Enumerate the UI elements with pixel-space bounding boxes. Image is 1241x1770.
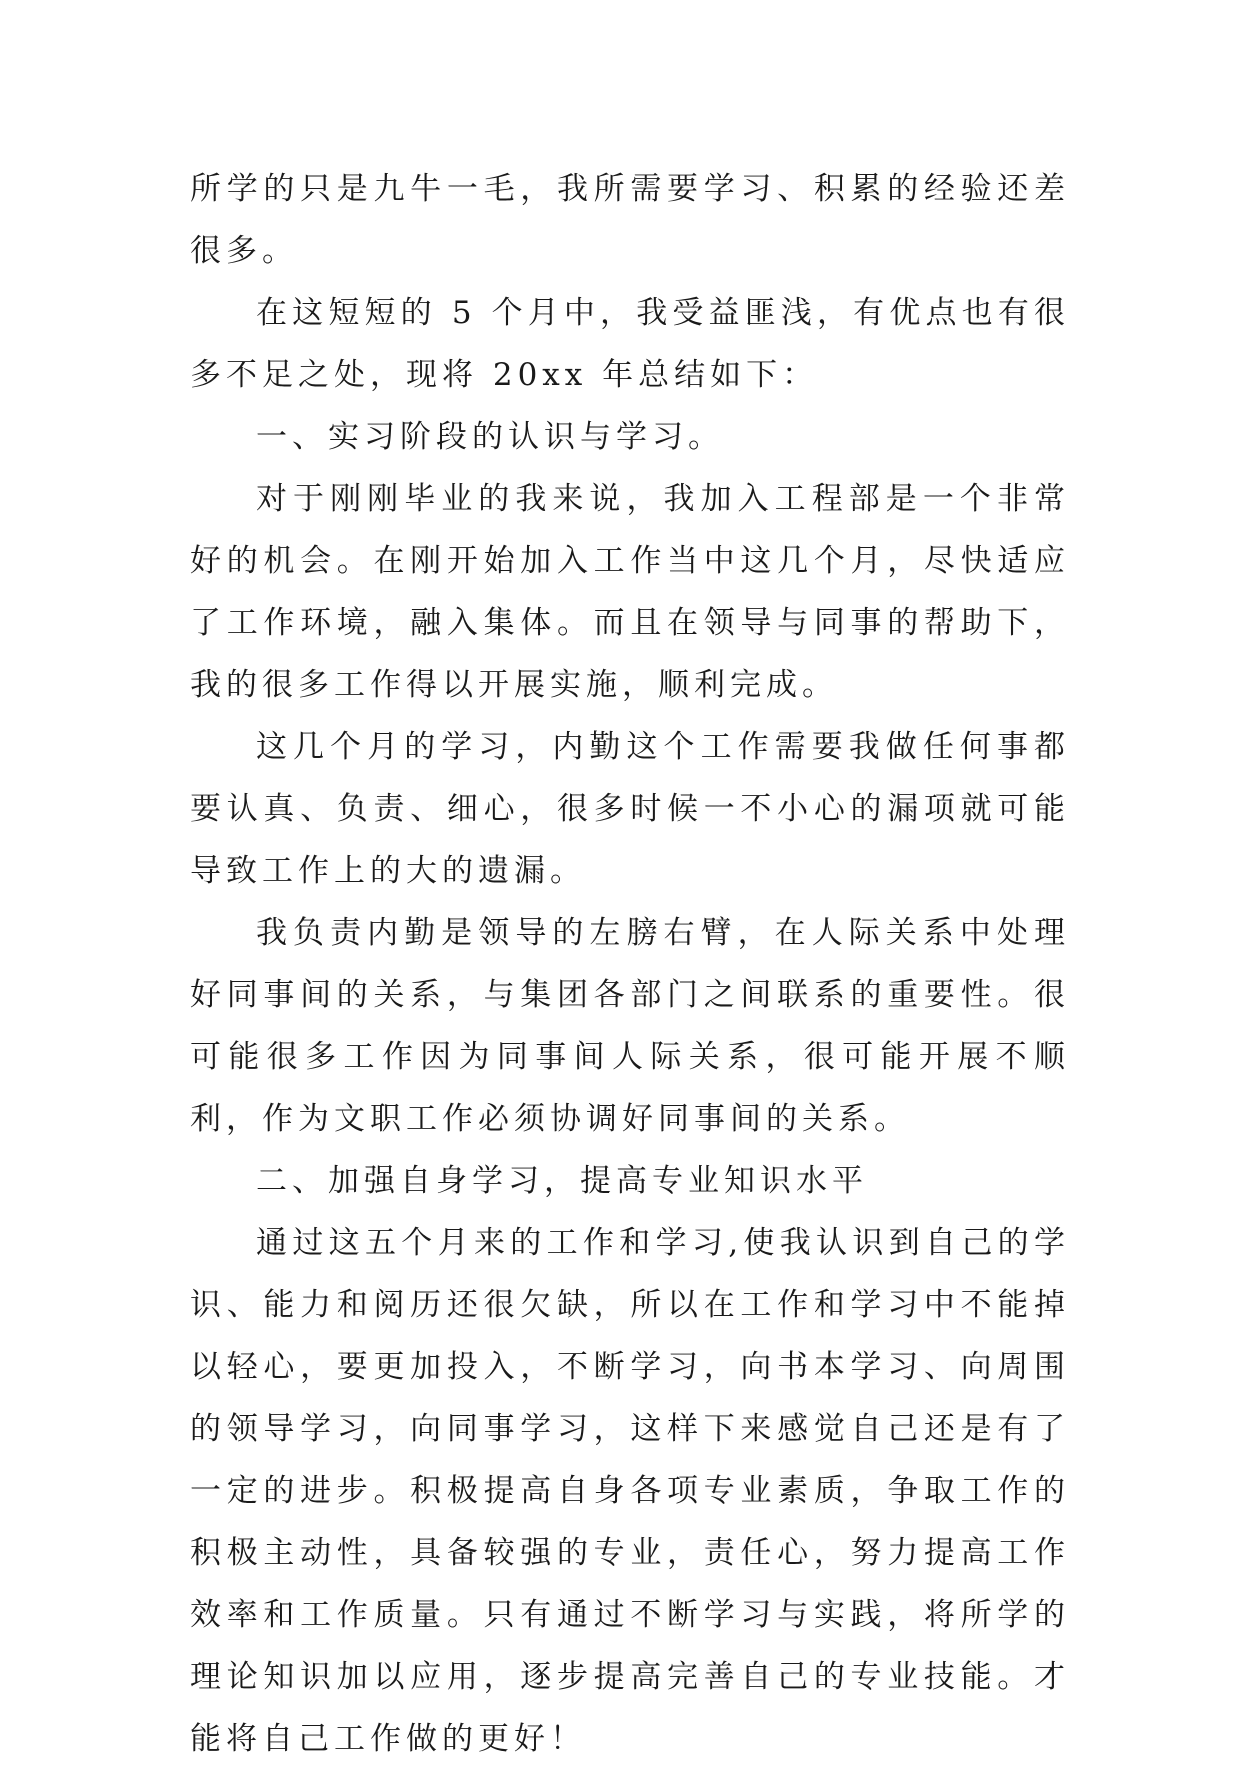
document-body <box>190 158 1070 1770</box>
paragraph-1: 所学的只是九牛一毛，我所需要学习、积累的经验还差很多。 <box>190 171 1070 269</box>
paragraph-2: 在这短短的 5 个月中，我受益匪浅，有优点也有很多不足之处，现将 20xx 年总结如下： <box>190 295 1070 393</box>
paragraph-4: 这几个月的学习，内勤这个工作需要我做任何事都要认真、负责、细心，很多时候一不小心的漏项就可能导致工作上的大的遗漏。 <box>190 729 1070 889</box>
section-heading-2: 二、加强自身学习，提高专业知识水平 <box>256 1163 868 1199</box>
paragraph-3: 对于刚刚毕业的我来说，我加入工程部是一个非常好的机会。在刚开始加入工作当中这几个月，尽快适应了工作环境，融入集体。而且在领导与同事的帮助下，我的很多工作得以开展实施，顺利完成。 <box>190 481 1070 703</box>
paragraph-6: 通过这五个月来的工作和学习,使我认识到自己的学识、能力和阅历还很欠缺，所以在工作和学习中不能掉以轻心，要更加投入，不断学习，向书本学习、向周围的领导学习，向同事学习，这样下来感觉自己还是有了一定的进步。积极提高自身各项专业素质，争取工作的积极主动性，具备较强的专业，责任心，努力提高工作效率和工作质量。只有通过不断学习与实践，将所学的理论知识加以应用，逐步提高完善自己的专业技能。才能将自己工作做的更好！ <box>190 1225 1070 1757</box>
section-heading-1: 一、实习阶段的认识与学习。 <box>256 419 724 455</box>
paragraph-5: 我负责内勤是领导的左膀右臂，在人际关系中处理好同事间的关系，与集团各部门之间联系的重要性。很可能很多工作因为同事间人际关系，很可能开展不顺利，作为文职工作必须协调好同事间的关系。 <box>190 915 1070 1137</box>
